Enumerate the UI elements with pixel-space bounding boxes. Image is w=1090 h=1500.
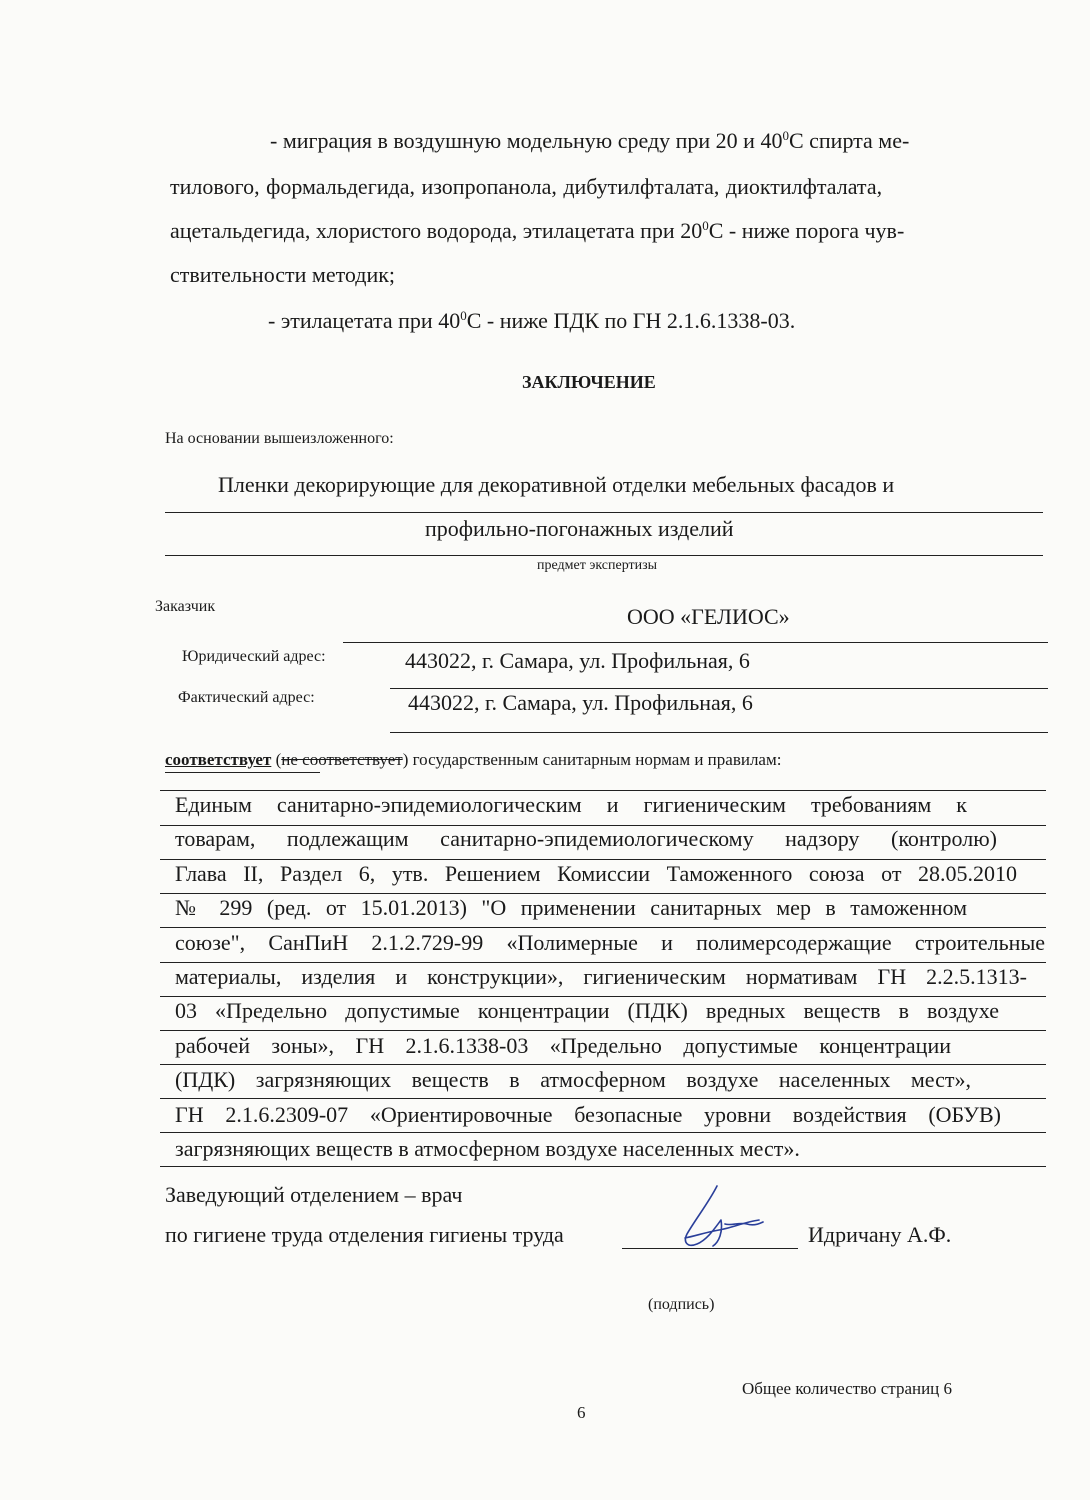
norms-rule xyxy=(160,1132,1046,1133)
norms-block xyxy=(175,788,1045,1166)
norms-line: ГН 2.1.6.2309-07 «Ориентировочные безопасные уровни воздействия (ОБУВ) xyxy=(175,1101,1001,1127)
basis-text: На основании вышеизложенного: xyxy=(165,430,394,447)
legal-address-label: Юридический адрес: xyxy=(182,648,326,665)
norms-line: рабочей зоны», ГН 2.1.6.1338-03 «Предельно допустимые концентрации xyxy=(175,1032,951,1058)
total-pages: Общее количество страниц 6 xyxy=(742,1379,953,1398)
page-number: 6 xyxy=(577,1403,586,1422)
norms-line: (ПДК) загрязняющих веществ в атмосферном воздухе населенных мест», xyxy=(175,1067,971,1093)
legal-address: 443022, г. Самара, ул. Профильная, 6 xyxy=(405,648,750,673)
customer-name: ООО «ГЕЛИОС» xyxy=(627,604,790,629)
migration-line-3-text-b: С - ниже порога чув- xyxy=(708,218,905,243)
norms-rule xyxy=(160,927,1046,928)
compliance-line xyxy=(165,750,781,770)
migration-line-2: тилового, формальдегида, изопропанола, дибутилфталата, диоктилфталата, xyxy=(170,174,883,199)
customer-label: Заказчик xyxy=(155,598,216,615)
norms-line: товарам, подлежащим санитарно-эпидемиологическому надзору (контролю) xyxy=(175,826,997,852)
norms-line: Глава II, Раздел 6, утв. Решением Комиссии Таможенного союза от 28.05.2010 xyxy=(175,860,1017,886)
not-complies-text: не соответствует xyxy=(281,750,403,769)
actual-address: 443022, г. Самара, ул. Профильная, 6 xyxy=(408,690,753,715)
subject-underline-1 xyxy=(165,512,1043,513)
subject-caption: предмет экспертизы xyxy=(537,558,658,573)
degree-superscript: 0 xyxy=(782,128,789,143)
norms-rule xyxy=(160,996,1046,997)
norms-line: материалы, изделия и конструкции», гигиеническим нормативам ГН 2.2.5.1313- xyxy=(175,964,1027,990)
norms-line: 03 «Предельно допустимые концентрации (ПДК) вредных веществ в воздухе xyxy=(175,998,999,1024)
norms-rule xyxy=(160,1098,1046,1099)
norms-line: Единым санитарно-эпидемиологическим и гигиеническим требованиям к xyxy=(175,792,967,817)
actual-address-underline xyxy=(390,732,1048,733)
signature-caption: (подпись) xyxy=(648,1296,715,1313)
norms-line: союзе", СанПиН 2.1.2.729-99 «Полимерные и полимерсодержащие строительные xyxy=(175,929,1045,955)
norms-rule xyxy=(160,1166,1046,1167)
handwritten-signature xyxy=(655,1180,775,1260)
conclusion-heading: ЗАКЛЮЧЕНИЕ xyxy=(522,372,656,392)
norms-line: загрязняющих веществ в атмосферном воздухе населенных мест». xyxy=(175,1136,800,1162)
subject-line-2: профильно-погонажных изделий xyxy=(425,516,734,541)
ethyl-acetate-text-a: - этилацетата при 40 xyxy=(268,308,461,333)
actual-address-label: Фактический адрес: xyxy=(178,689,315,706)
customer-underline xyxy=(343,642,1048,643)
compliance-underline xyxy=(165,772,320,773)
migration-line-3-text-a: ацетальдегида, хлористого водорода, этилацетата при 20 xyxy=(170,218,703,243)
legal-address-underline xyxy=(390,688,1048,689)
migration-line-1-text-b: С спирта ме- xyxy=(788,128,910,153)
ethyl-acetate-line xyxy=(268,308,795,334)
norms-rule xyxy=(160,962,1046,963)
ethyl-acetate-text-b: С - ниже ПДК по ГН 2.1.6.1338-03. xyxy=(466,308,796,333)
complies-rest-text: ) государственным санитарным нормам и правилам: xyxy=(402,750,782,769)
norms-rule xyxy=(160,859,1046,860)
migration-line-4: ствительности методик; xyxy=(170,262,396,287)
position-line-2: по гигиене труда отделения гигиены труда xyxy=(165,1222,564,1247)
norms-rule xyxy=(160,825,1046,826)
signer-name: Идричану А.Ф. xyxy=(808,1222,952,1247)
degree-superscript: 0 xyxy=(702,218,709,233)
position-line-1: Заведующий отделением – врач xyxy=(165,1182,463,1207)
subject-underline-2 xyxy=(165,555,1043,556)
complies-text: соответствует xyxy=(165,750,272,769)
degree-superscript: 0 xyxy=(460,308,467,323)
norms-rule xyxy=(160,893,1046,894)
norms-rule xyxy=(160,1064,1046,1065)
migration-line-3 xyxy=(170,218,904,244)
norms-rule xyxy=(160,1030,1046,1031)
paren-open: ( xyxy=(275,750,282,769)
migration-line-1-text-a: - миграция в воздушную модельную среду при 20 и 40 xyxy=(270,128,783,153)
migration-line-1 xyxy=(270,128,909,154)
norms-line: № 299 (ред. от 15.01.2013) "О применении санитарных мер в таможенном xyxy=(175,895,967,921)
subject-line-1: Пленки декорирующие для декоративной отделки мебельных фасадов и xyxy=(218,472,895,497)
